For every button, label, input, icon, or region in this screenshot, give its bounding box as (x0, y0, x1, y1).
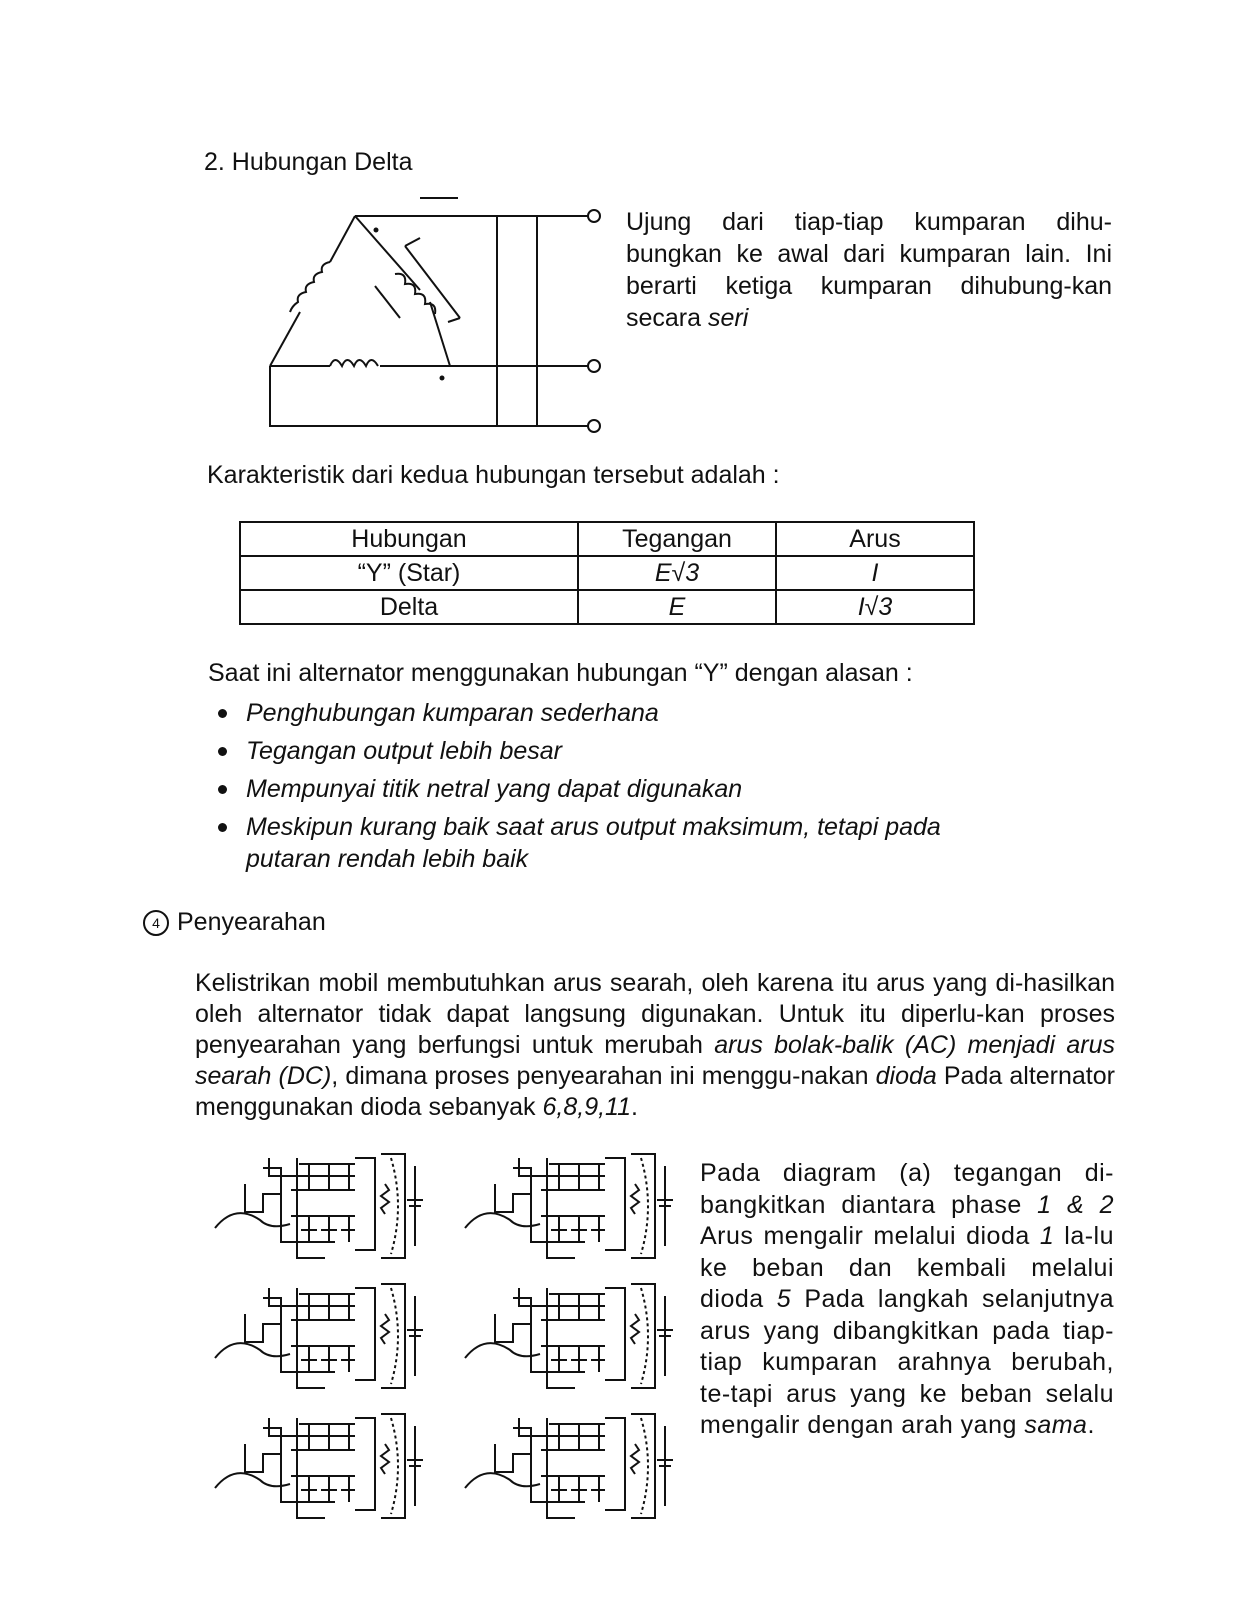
table-header-row (240, 522, 974, 556)
list-item (208, 697, 1028, 729)
delta-description-italic: seri (707, 304, 749, 332)
paragraph-text: , dimana proses penyearahan ini menggu-nakan (331, 1062, 876, 1090)
list-item-text: Tegangan output lebih besar (246, 737, 563, 765)
rectifier-diagram-c (215, 1284, 423, 1388)
delta-description-text: Ujung dari tiap-tiap kumparan dihu-bungkan ke awal dari kumparan lain. Ini berarti ketiga kumparan dihubung-kan secara (626, 208, 1112, 332)
table-header: Hubungan (240, 522, 578, 556)
list-item-text: Mempunyai titik netral yang dapat digunakan (246, 775, 743, 803)
bullet-icon (218, 709, 227, 718)
table-header: Tegangan (578, 522, 776, 556)
table-cell: E√3 (578, 556, 776, 590)
description-text: Pada diagram (a) tegangan di-bangkitkan diantara phase (700, 1159, 1114, 1219)
delta-connection-diagram (250, 190, 620, 440)
characteristics-table (239, 521, 975, 625)
rectifier-paragraph (195, 968, 1115, 1123)
bullet-icon (218, 785, 227, 794)
list-item-text: Penghubungan kumparan sederhana (246, 699, 659, 727)
description-text-italic: 1 & 2 (1037, 1190, 1114, 1219)
bullet-icon (218, 747, 227, 756)
list-item (208, 735, 1028, 767)
diagram-description (700, 1158, 1114, 1442)
table-cell: I (776, 556, 974, 590)
rectifier-diagrams (195, 1140, 695, 1530)
paragraph-text-italic: dioda (875, 1062, 937, 1090)
rectifier-diagram-e (215, 1414, 423, 1518)
table-row (240, 590, 974, 624)
list-item-text: Meskipun kurang baik saat arus output maksimum, tetapi pada putaran rendah lebih baik (246, 813, 941, 873)
paragraph-text-italic: arus bolak-balik (AC) menjadi arus searah (DC) (195, 1031, 1115, 1090)
section-title-delta: 2. Hubungan Delta (204, 148, 413, 176)
list-item (208, 811, 1026, 875)
rectifier-diagram-a (215, 1154, 423, 1258)
description-text: Pada langkah selanjutnya arus yang dibangkitkan pada tiap-tiap kumparan arahnya berubah, te-tapi arus yang ke beban selalu mengalir dengan arah yang (700, 1285, 1114, 1439)
table-cell: Delta (240, 590, 578, 624)
rectifier-diagram-b (465, 1154, 673, 1258)
description-text: Arus mengalir melalui dioda (700, 1222, 1040, 1250)
bullet-icon (218, 823, 227, 832)
delta-description (626, 206, 1112, 334)
table-row (240, 556, 974, 590)
rectifier-diagram-d (465, 1284, 673, 1388)
characteristics-intro: Karakteristik dari kedua hubungan tersebut adalah : (207, 461, 780, 489)
paragraph-text-italic: 6,8,9,11 (542, 1093, 632, 1121)
paragraph-text: Pada alternator menggunakan dioda sebanyak (195, 1062, 1115, 1121)
paragraph-text: . (631, 1093, 638, 1121)
description-text-italic: 1 (1039, 1222, 1055, 1250)
description-text: . (1087, 1411, 1095, 1439)
rectifier-diagram-f (465, 1414, 673, 1518)
reasons-list (208, 697, 1028, 881)
description-text-italic: sama (1024, 1411, 1088, 1439)
section-number: 4 (143, 910, 169, 936)
description-text-italic: 5 (776, 1285, 792, 1313)
table-cell: E (578, 590, 776, 624)
paragraph-text: Kelistrikan mobil membutuhkan arus searah, oleh karena itu arus yang di-hasilkan oleh alternator tidak dapat langsung digunakan. Untuk itu diperlu-kan proses penyearahan yang berfungsi untuk merubah (195, 969, 1115, 1059)
table-cell: I√3 (776, 590, 974, 624)
section-title-rectifier (143, 908, 326, 937)
table-header: Arus (776, 522, 974, 556)
table-cell: “Y” (Star) (240, 556, 578, 590)
section-title-text: Penyearahan (177, 908, 326, 936)
list-item (208, 773, 1028, 805)
description-text: la-lu ke beban dan kembali melalui dioda (700, 1222, 1114, 1313)
reasons-intro: Saat ini alternator menggunakan hubungan “Y” dengan alasan : (208, 659, 913, 687)
